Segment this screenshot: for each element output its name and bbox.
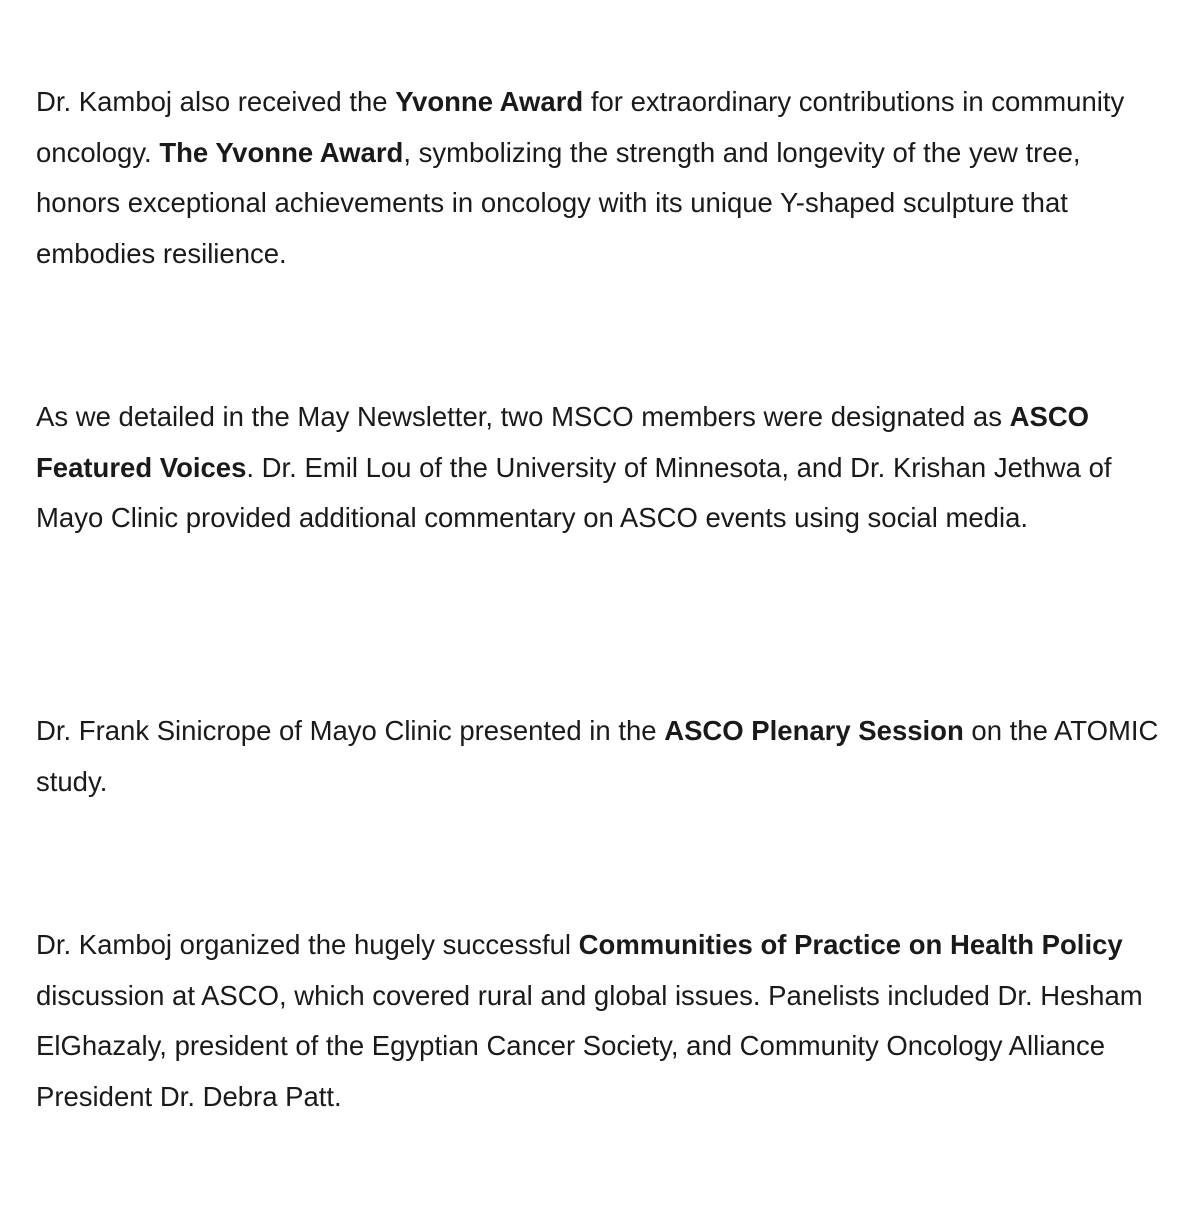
bold-term-asco-featured-voices: ASCO Featured Voices — [36, 401, 1090, 483]
text-run: . Dr. Emil Lou of the University of Minnesota, and Dr. Krishan Jethwa of Mayo Clinic provided additional commentary on ASCO events using social media. — [36, 451, 1112, 533]
text-run: , symbolizing the strength and longevity of the yew tree, honors exceptional achievements in oncology with its unique Y-shaped sculpture that embodies resilience. — [36, 136, 1081, 269]
paragraph-yvonne-award — [36, 77, 1161, 279]
text-run: Dr. Frank Sinicrope of Mayo Clinic presented in the — [36, 715, 665, 746]
text-run: Dr. Kamboj organized the hugely successful — [36, 929, 579, 960]
paragraph-plenary-session — [36, 706, 1161, 807]
bold-term-yvonne-award: Yvonne Award — [395, 86, 584, 117]
text-run: Dr. Kamboj also received the — [36, 86, 396, 117]
bold-term-the-yvonne-award: The Yvonne Award — [159, 136, 404, 168]
text-run: on the ATOMIC study. — [36, 715, 1159, 797]
bold-term-asco-plenary-session: ASCO Plenary Session — [664, 715, 964, 746]
text-run: for extraordinary contributions in community oncology. — [36, 86, 1125, 168]
text-run: As we detailed in the May Newsletter, two MSCO members were designated as — [36, 401, 1010, 432]
text-run: discussion at ASCO, which covered rural and global issues. Panelists included Dr. Hesham ElGhazaly, president of the Egyptian Cancer Society, and Community Oncology Alliance President Dr. Debra Patt. — [36, 979, 1143, 1112]
bold-term-communities-of-practice: Communities of Practice on Health Policy — [578, 929, 1123, 960]
paragraph-health-policy — [36, 920, 1161, 1122]
paragraph-featured-voices — [36, 392, 1161, 544]
